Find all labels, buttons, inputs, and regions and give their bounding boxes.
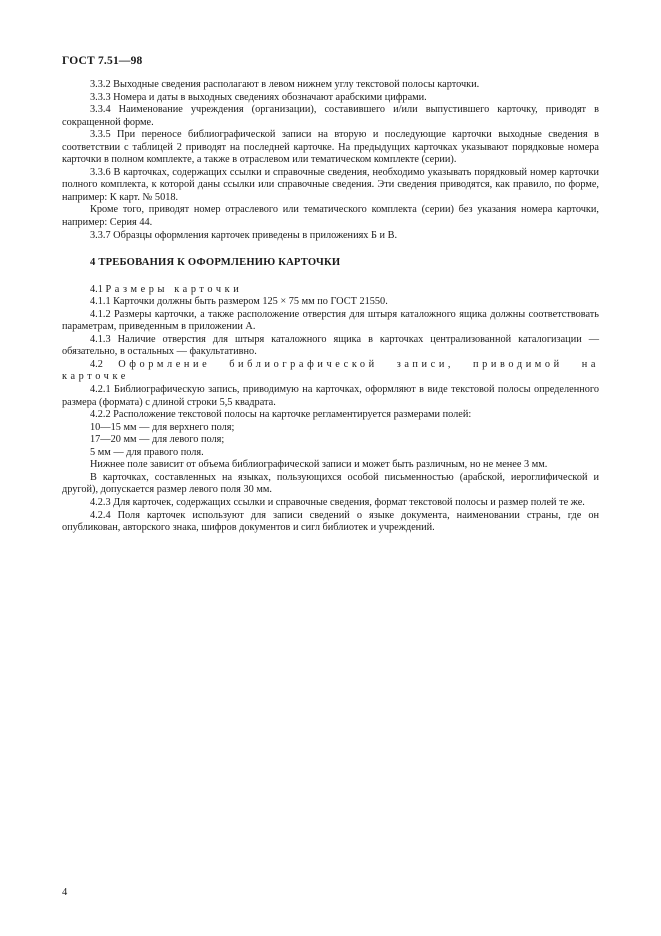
margin-right-line: 5 мм — для правого поля.: [90, 446, 204, 458]
subsection-4-1-title: [62, 284, 599, 297]
subsection-title: Размеры карточки: [105, 283, 243, 295]
paragraph-3-3-2: 3.3.2 Выходные сведения располагают в левом нижнем углу текстовой полосы карточки.: [90, 79, 480, 90]
paragraph-4-1-3: 4.1.3 Наличие отверстия для штыря каталожного ящика в карточках централизованной каталогизации — обязательно, в остальных — факультативно.: [62, 333, 599, 358]
paragraph-4-1-1: 4.1.1 Карточки должны быть размером 125 × 75 мм по ГОСТ 21550.: [90, 296, 388, 308]
subsection-number: 4.1: [90, 283, 103, 295]
document-header: ГОСТ 7.51—98: [62, 55, 143, 67]
paragraph-4-2-2: 4.2.2 Расположение текстовой полосы на карточке регламентируется размерами полей:: [90, 409, 472, 421]
paragraph-4-2-1: 4.2.1 Библиографическую запись, приводимую на карточках, оформляют в виде текстовой полосы определенного размера (формата) с длиной строки 5,5 квадрата.: [62, 384, 599, 408]
paragraph-4-2-4: 4.2.4 Поля карточек используют для записи сведений о языке документа, наименовании страны, где он опубликован, авторского знака, шифров документов и сигл библиотек и учреждений.: [62, 509, 599, 534]
document-body: [62, 79, 599, 535]
paragraph-3-3-6: 3.3.6 В карточках, содержащих ссылки и справочные сведения, необходимо указывать порядковый номер карточки полного комплекта, к которой даны ссылки или справочные сведения. Эти сведения приводятся, как правило, по форме, например: К карт. № 5018.: [62, 166, 599, 203]
paragraph-3-3-5: 3.3.5 При переносе библиографической записи на вторую и последующие карточки выходные сведения в соответствии с таблицей 2 приводят на последней карточке. На предыдущих карточках указывают порядковые номера карточки в полном комплекте, а также в отраслевом или тематическом комплекте (серии).: [62, 129, 599, 166]
paragraph-3-3-4: 3.3.4 Наименование учреждения (организации), составившего и/или выпустившего карточку, приводят в сокращенной форме.: [62, 104, 599, 128]
section-4-heading: 4 ТРЕБОВАНИЯ К ОФОРМЛЕНИЮ КАРТОЧКИ: [90, 257, 341, 269]
paragraph-3-3-7: 3.3.7 Образцы оформления карточек приведены в приложениях Б и В.: [90, 229, 398, 241]
margin-left-line: 17—20 мм — для левого поля;: [90, 434, 225, 446]
page-number: 4: [62, 887, 68, 898]
paragraph-3-3-3: 3.3.3 Номера и даты в выходных сведениях обозначают арабскими цифрами.: [90, 91, 427, 103]
paragraph-3-3-6-continued: Кроме того, приводят номер отраслевого или тематического комплекта (серии) без указания номера карточки, например: Серия 44.: [62, 204, 599, 229]
subsection-title: Оформление библиографической записи, приводимой на карточке: [62, 358, 599, 383]
paragraph-4-1-2: 4.1.2 Размеры карточки, а также расположение отверстия для штыря каталожного ящика должны соответствовать параметрам, приведенным в приложении А.: [62, 308, 599, 333]
subsection-4-2-title: [62, 359, 599, 384]
paragraph-4-2-3: 4.2.3 Для карточек, содержащих ссылки и справочные сведения, формат текстовой полосы и размер полей те же.: [90, 496, 585, 508]
paragraph-special-scripts: В карточках, составленных на языках, пользующихся особой письменностью (арабской, иероглифической и другой), допускается размер левого поля 30 мм.: [62, 471, 599, 496]
subsection-number: 4.2: [90, 358, 103, 370]
paragraph-bottom-margin: Нижнее поле зависит от объема библиографической записи и может быть различным, но не менее 3 мм.: [90, 459, 548, 471]
margin-top-line: 10—15 мм — для верхнего поля;: [90, 421, 235, 433]
